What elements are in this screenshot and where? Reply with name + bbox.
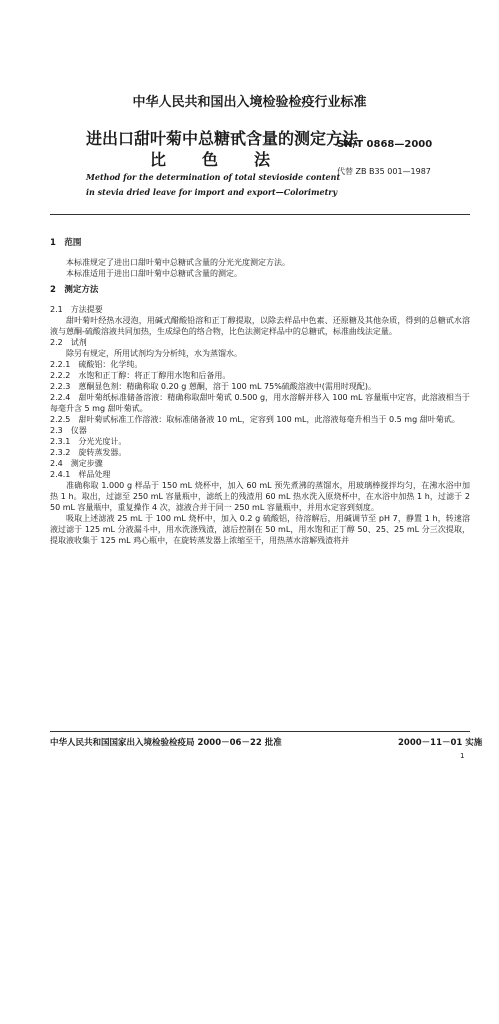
section-1-paragraph-2: 本标准适用于进出口甜叶菊中总糖甙含量的测定。 [66, 269, 242, 278]
english-title-line1: Method for the determination of total stevioside content [86, 172, 341, 182]
clause-2-4-1-paragraph-1: 准确称取 1.000 g 样品于 150 mL 烧杯中，加入 60 mL 预先煮沸的蒸馏水，用玻璃棒搅拌均匀，在沸水浴中加热 1 h。取出，过滤至 250 mL 容量瓶中，滤纸上的残渣用 60 mL 热水洗入原烧杯中，在水浴中加热 1 h，过滤于 250 mL 容量瓶中，重复操作 4 次，滤液合并于同一 250 mL 容量瓶中，并用水定容到刻度。 [50, 481, 470, 512]
clause-2-2-4: 2.2.4 甜叶菊纸标准储备溶液：精确称取甜叶菊甙 0.500 g，用水溶解并移入 100 mL 容量瓶中定容，此溶液相当于每毫升含 5 mg 甜叶菊甙。 [50, 393, 470, 413]
clause-2-2-heading: 2.2 试剂 [50, 338, 87, 347]
standard-category-title: 中华人民共和国出入境检验检疫行业标准 [132, 95, 367, 110]
clause-2-2-5: 2.2.5 甜叶菊甙标准工作溶液：取标准储备液 10 mL，定容到 100 mL，此溶液每毫升相当于 0.5 mg 甜叶菊甙。 [50, 415, 460, 424]
clause-2-1-heading: 2.1 方法提要 [50, 305, 103, 314]
document-body [50, 238, 470, 546]
clause-2-2-1: 2.2.1 硫酸铝：化学纯。 [50, 360, 143, 369]
clause-2-4-1-paragraph-2: 吸取上述滤液 25 mL 于 100 mL 烧杯中，加入 0.2 g 硫酸铝，待溶解后，用碱调节至 pH 7，静置 1 h，转速溶液过滤于 125 mL 分液漏斗中，用水洗涤残渣，滤后控制在 50 mL，用水饱和正丁醇 50、25、25 mL 分三次提取，提取液收集于 125 mL 鸡心瓶中，在旋转蒸发器上浓缩至干，用热蒸水溶解残渣将并 [50, 514, 470, 545]
standard-code: SN/T 0868—2000 [337, 139, 433, 150]
approval-issuer: 中华人民共和国国家出入境检验检疫局 2000－06－22 批准 [50, 738, 282, 748]
clause-2-4-1-heading: 2.4.1 样品处理 [50, 470, 111, 479]
clause-2-4-heading: 2.4 测定步骤 [50, 459, 103, 468]
section-1-paragraph-1: 本标准规定了进出口甜叶菊中总糖甙含量的分光光度测定方法。 [66, 258, 290, 267]
clause-2-2-paragraph: 除另有规定，所用试剂均为分析纯，水为蒸馏水。 [66, 349, 242, 358]
page-number: 1 [460, 752, 465, 760]
clause-2-3-heading: 2.3 仪器 [50, 426, 87, 435]
english-title-line2: in stevia dried leave for import and export—Colorimetry [86, 187, 338, 197]
section-2-heading: 2 测定方法 [50, 285, 99, 295]
replaces-note: 代替 ZB B35 001—1987 [337, 167, 431, 176]
document-subtitle: 比色法 [150, 150, 307, 169]
clause-2-3-1: 2.3.1 分光光度计。 [50, 437, 127, 446]
clause-2-3-2: 2.3.2 旋转蒸发器。 [50, 448, 127, 457]
document-title: 进出口甜叶菊中总糖甙含量的测定方法 [86, 129, 359, 148]
clause-2-2-3: 2.2.3 蒽酮显色剂：精确称取 0.20 g 蒽酮，溶于 100 mL 75%硫酸溶液中(需用时现配)。 [50, 382, 377, 391]
clause-2-1-paragraph: 甜叶菊叶经热水浸泡，用碱式醋酸铅溶和正丁醇提取，以除去样品中色素、还原糖及其他杂质，得到的总糖甙水溶液与蒽酮-硫酸溶液共同加热，生成绿色的络合物，比色法测定样品中的总糖甙，标准曲线法定量。 [50, 316, 470, 336]
header-divider [50, 214, 470, 215]
effective-date: 2000－11－01 实施 [398, 738, 483, 748]
clause-2-2-2: 2.2.2 水饱和正丁醇：将正丁醇用水饱和后备用。 [50, 371, 231, 380]
section-1-heading: 1 范围 [50, 238, 82, 248]
footer-divider [50, 731, 470, 732]
